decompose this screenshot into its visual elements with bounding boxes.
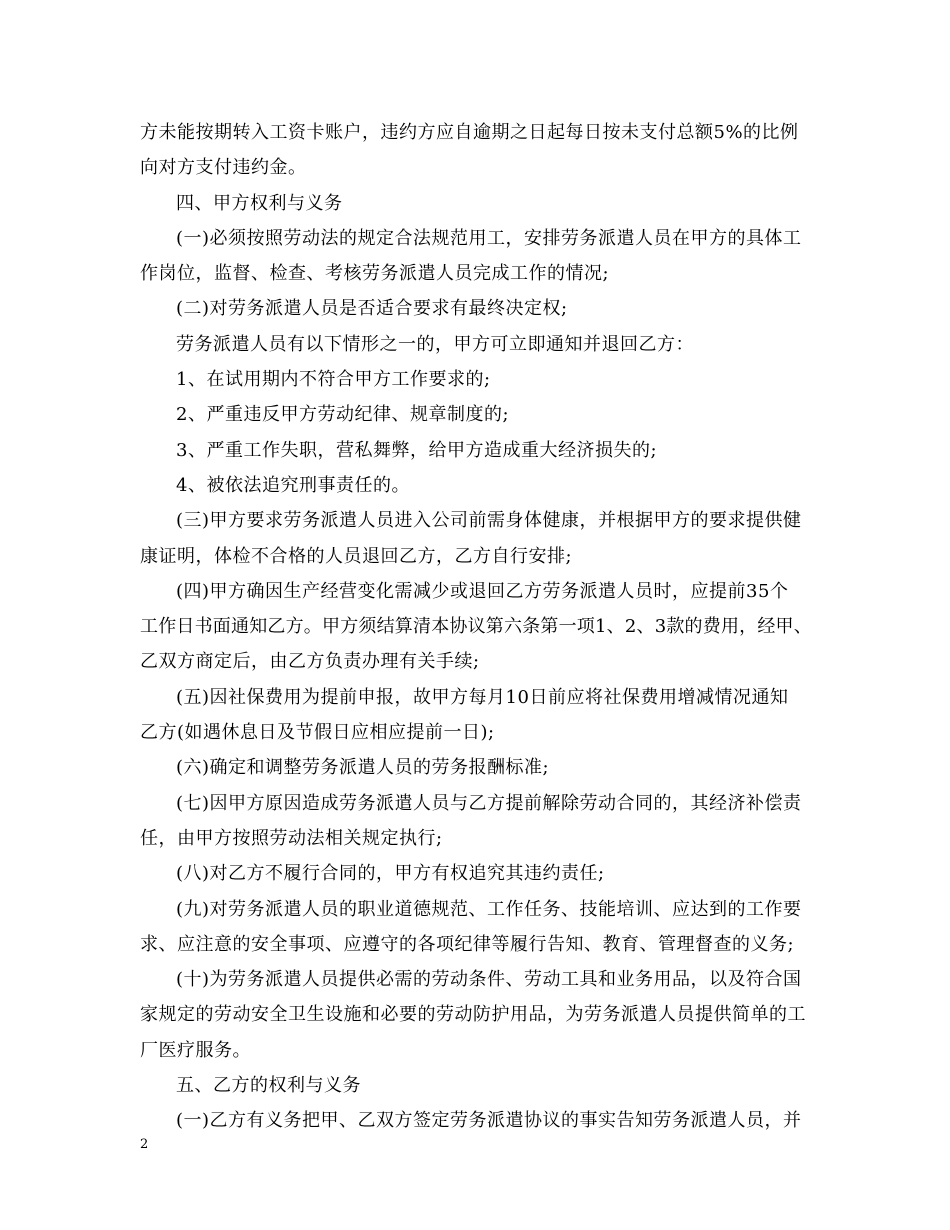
- text-line: 康证明，体检不合格的人员退回乙方，乙方自行安排;: [140, 545, 573, 567]
- text-line: 四、甲方权利与义务: [176, 192, 343, 214]
- text-line: 乙双方商定后，由乙方负责办理有关手续;: [140, 651, 480, 673]
- page-number: 2: [140, 1137, 149, 1152]
- text-line: (十)为劳务派遣人员提供必需的劳动条件、劳动工具和业务用品，以及符合国: [176, 969, 802, 991]
- text-line: (一)必须按照劳动法的规定合法规范用工，安排劳务派遣人员在甲方的具体工: [176, 227, 802, 249]
- text-line: (三)甲方要求劳务派遣人员进入公司前需身体健康，并根据甲方的要求提供健: [176, 510, 802, 532]
- text-line: (四)甲方确因生产经营变化需减少或退回乙方劳务派遣人员时，应提前35个: [176, 580, 789, 602]
- text-line: (五)因社保费用为提前申报，故甲方每月10日前应将社保费用增减情况通知: [176, 686, 789, 708]
- text-line: (一)乙方有义务把甲、乙双方签定劳务派遣协议的事实告知劳务派遣人员，并: [176, 1110, 802, 1132]
- text-line: 任，由甲方按照劳动法相关规定执行;: [140, 827, 443, 849]
- text-line: 家规定的劳动安全卫生设施和必要的劳动防护用品，为劳务派遣人员提供简单的工: [140, 1004, 806, 1026]
- text-line: 向对方支付违约金。: [140, 157, 307, 179]
- text-line: 五、乙方的权利与义务: [176, 1075, 361, 1097]
- text-line: (九)对劳务派遣人员的职业道德规范、工作任务、技能培训、应达到的工作要: [176, 898, 802, 920]
- text-line: 方未能按期转入工资卡账户，违约方应自逾期之日起每日按未支付总额5%的比例: [140, 122, 799, 143]
- text-line: 乙方(如遇休息日及节假日应相应提前一日);: [140, 722, 495, 744]
- text-line: (二)对劳务派遣人员是否适合要求有最终决定权;: [176, 298, 568, 320]
- text-line: 4、被依法追究刑事责任的。: [176, 474, 410, 496]
- text-line: (八)对乙方不履行合同的，甲方有权追究其违约责任;: [176, 863, 605, 885]
- text-line: 1、在试用期内不符合甲方工作要求的;: [176, 369, 491, 391]
- text-line: 作岗位，监督、检查、考核劳务派遣人员完成工作的情况;: [140, 263, 610, 285]
- text-line: 厂医疗服务。: [140, 1039, 251, 1061]
- text-line: 2、严重违反甲方劳动纪律、规章制度的;: [176, 404, 510, 426]
- text-line: 劳务派遣人员有以下情形之一的，甲方可立即通知并退回乙方：: [176, 333, 694, 355]
- text-line: 3、严重工作失职，营私舞弊，给甲方造成重大经济损失的;: [176, 439, 658, 461]
- text-line: (七)因甲方原因造成劳务派遣人员与乙方提前解除劳动合同的，其经济补偿责: [176, 792, 802, 814]
- text-line: 求、应注意的安全事项、应遵守的各项纪律等履行告知、教育、管理督查的义务;: [140, 933, 795, 955]
- document-body: [140, 115, 812, 1139]
- text-line: (六)确定和调整劳务派遣人员的劳务报酬标准;: [176, 757, 550, 779]
- text-line: 工作日书面通知乙方。甲方须结算清本协议第六条第一项1、2、3款的费用，经甲、: [140, 616, 812, 638]
